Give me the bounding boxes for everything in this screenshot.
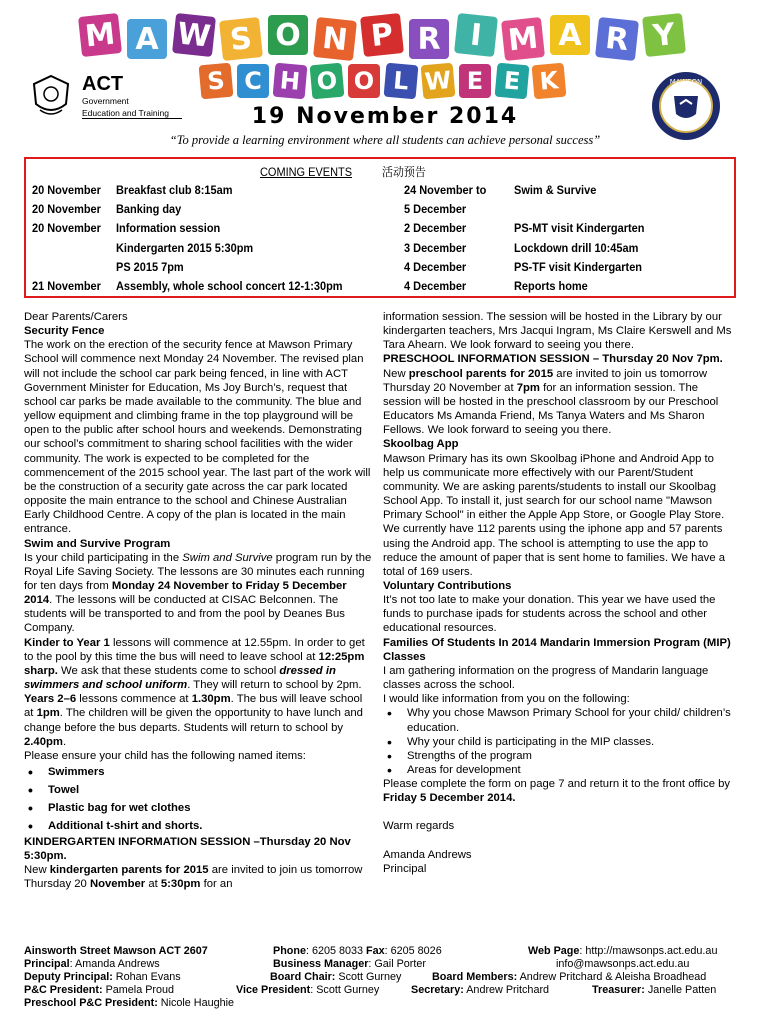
banner-letter: M <box>78 13 122 57</box>
act-logo-line1: Government <box>82 96 129 106</box>
kg-text-continued: information session. The session will be hosted in the Library by our kindergarten teachers, Mrs Jacqui Ingram, Ms Claire Kerswell and Ms Tara Ahearn. We look forward to seeing you there. <box>383 311 732 352</box>
security-text: The work on the erection of the security fence at Mawson Primary School will commence next Monday 24 November. The revised plan will not include the school car park being fenced, in line with ACT Government Minister for Education, Ms Joy Burch’s, request that school car parks be made available to the community. The blue and yellow equipment and climbing frame in the top playground will be open to the public after school hours and weekends. Demonstrating our school’s commitment to sharing school facilities with the wider community. The work is expected to be completed for the commencement of the 2015 school year. The last part of the work will be the construction of a security gate across the car park located opposite the main entrance to the school and Chinese Australian Early Childhood Centre. A copy of the plan is located in the main entrance. <box>24 339 371 536</box>
footer-treasurer: Treasurer: Janelle Patten <box>592 984 717 996</box>
salutation: Dear Parents/Carers <box>24 311 128 323</box>
banner-letter: S <box>199 63 234 100</box>
event-date: 2 December <box>404 221 467 236</box>
mip-list <box>383 706 735 777</box>
years-text: Years 2–6 lessons commence at 1.30pm. The bus will leave school at 1pm. The children will be given the opportunity to have lunch and change before the bus departs. Students will return to school by 2.40pm. <box>24 693 363 748</box>
event-date: 5 December <box>404 202 467 217</box>
ps-text: New preschool parents for 2015 are invited to join us tomorrow Thursday 20 November at 7pm for an information session. The session will be hosted in the preschool classroom by our Preschool Educators Ms Amanda Friend, Ms Tanya Waters and Ms Sharon Fellows. We look forward to seeing you there. <box>383 367 719 437</box>
mip-request: I would like information from you on the following: <box>383 693 630 706</box>
event-text: Assembly, whole school concert 12-1:30pm <box>116 279 343 293</box>
mip-close: Please complete the form on page 7 and return it to the front office by Friday 5 December 2014. <box>383 778 731 805</box>
right-column <box>383 310 735 876</box>
kg-heading: KINDERGARTEN INFORMATION SESSION –Thursday 20 Nov 5:30pm. <box>24 836 351 863</box>
banner-letter: Y <box>642 13 686 57</box>
footer-deputy: Deputy Principal: Rohan Evans <box>24 971 181 983</box>
list-item: • Additional t-shirt and shorts. <box>24 817 374 835</box>
event-date: 20 November <box>32 221 101 236</box>
school-motto: “To provide a learning environment where all students can achieve personal success” <box>169 133 601 147</box>
banner-letter: A <box>127 19 167 59</box>
kinder-text: Kinder to Year 1 lessons will commence at 12.55pm. In order to get to the pool by this time the bus will need to leave school at 12:25pm sharp. We ask that these students come to school dressed in swimmers and school uniform. They will return to school by 2pm. <box>24 636 365 692</box>
ps-heading: PRESCHOOL INFORMATION SESSION – Thursday 20 Nov 7pm. <box>383 353 723 366</box>
footer-web: Web Page: http://mawsonps.act.edu.au <box>528 945 718 957</box>
banner-letter: O <box>268 15 308 55</box>
voluntary-text: It’s not too late to make your donation. This year we have used the funds to purchase ipads for students across the school and other educational resources. <box>383 594 716 635</box>
signature-title: Principal <box>383 862 427 875</box>
footer-email: info@mawsonps.act.edu.au <box>556 958 690 970</box>
footer-secretary: Secretary: Andrew Pritchard <box>411 984 550 996</box>
list-item: • Swimmers <box>24 763 374 781</box>
skoolbag-heading: Skoolbag App <box>383 438 459 451</box>
banner-letter: O <box>310 63 345 100</box>
footer-preschool-pc: Preschool P&C President: Nicole Haughie <box>24 997 235 1009</box>
banner-letter: R <box>409 19 449 59</box>
list-item: • Plastic bag for wet clothes <box>24 799 374 817</box>
event-text: Swim & Survive <box>514 183 597 197</box>
school-badge-text: MAWSON <box>669 78 703 86</box>
event-text: PS-MT visit Kindergarten <box>514 221 645 236</box>
banner-letter: L <box>384 63 419 100</box>
banner-letter: H <box>273 63 308 100</box>
act-logo-title: ACT <box>82 73 124 95</box>
event-date: 4 December <box>404 259 467 274</box>
events-heading-chinese: 活动预告 <box>382 165 426 179</box>
mip-heading: Families Of Students In 2014 Mandarin Immersion Program (MIP) Classes <box>383 636 731 663</box>
act-logo-line2: Education and Training <box>82 108 169 118</box>
banner-letter: W <box>421 63 456 100</box>
event-date: 4 December <box>404 279 467 293</box>
banner-letter: W <box>172 13 216 57</box>
banner-letter: E <box>495 63 530 100</box>
footer-pc-president: P&C President: Pamela Proud <box>24 984 175 996</box>
skoolbag-text: Mawson Primary has its own Skoolbag iPhone and Android App to help us communicate more effectively with our Parent/Student community. We are asking parents/students to install our Skoolbag School App. To install it, just search for our school name "Mawson Primary School" in either the Apple App Store, or Google Play Store. We currently have 112 parents using the iphone app and 57 parents using the Android app. The school is attempting to use the app to reduce the amount of paper that is sent home to families. We have a total of 169 users. <box>383 452 726 578</box>
banner-letter: C <box>237 64 269 98</box>
list-item: • Areas for development <box>383 763 735 777</box>
event-text: PS 2015 7pm <box>116 259 184 274</box>
events-heading: COMING EVENTS <box>260 165 353 179</box>
footer-principal: Principal: Amanda Andrews <box>24 958 160 970</box>
banner-letter: O <box>348 64 380 98</box>
banner-letter: R <box>595 17 639 61</box>
banner-letter: P <box>360 13 404 57</box>
security-heading: Security Fence <box>24 325 105 338</box>
list-item: • Towel <box>24 781 374 799</box>
footer-board-members: Board Members: Andrew Pritchard & Aleisha Broadhead <box>432 971 707 983</box>
footer-vice-president: Vice President: Scott Gurney <box>236 984 380 996</box>
event-text: PS-TF visit Kindergarten <box>514 259 642 274</box>
list-item: • Why your child is participating in the MIP classes. <box>383 735 735 749</box>
left-column <box>24 310 374 892</box>
banner-letter: A <box>550 15 590 55</box>
regards: Warm regards <box>383 820 455 833</box>
event-text: Reports home <box>514 279 588 293</box>
banner-letter: N <box>313 17 357 61</box>
swim-heading: Swim and Survive Program <box>24 537 171 550</box>
newsletter-date: 19 November 2014 <box>251 104 519 129</box>
banner-letter: E <box>459 64 491 98</box>
event-text: Lockdown drill 10:45am <box>514 240 639 255</box>
banner-letter: I <box>454 13 498 57</box>
event-text: Breakfast club 8:15am <box>116 183 233 197</box>
footer-address: Ainsworth Street Mawson ACT 2607 <box>24 945 208 957</box>
footer-board-chair: Board Chair: Scott Gurney <box>270 971 402 983</box>
swim-text: Is your child participating in the Swim and Survive program run by the Royal Life Saving Society. The lessons are 30 minutes each running for ten days from Monday 24 November to Friday 5 December 2014. The lessons will be conducted at CISAC Belconnen. The students will be transported to and from the pool by Deanes Bus Company. <box>24 551 372 635</box>
signature-name: Amanda Andrews <box>383 848 472 861</box>
kg-text: New kindergarten parents for 2015 are invited to join us tomorrow Thursday 20 November at 5:30pm for an <box>24 864 363 891</box>
event-text: Information session <box>116 221 221 236</box>
footer-phone: Phone: 6205 8033 Fax: 6205 8026 <box>273 945 442 957</box>
banner-letter: M <box>501 17 545 61</box>
event-date: 21 November <box>32 279 101 293</box>
voluntary-heading: Voluntary Contributions <box>383 579 512 592</box>
event-text: Kindergarten 2015 5:30pm <box>116 240 254 255</box>
list-item: • Why you chose Mawson Primary School for your child/ children’s education. <box>383 706 735 734</box>
event-text: Banking day <box>116 202 182 217</box>
list-item: • Strengths of the program <box>383 749 735 763</box>
banner-letter: S <box>219 17 263 61</box>
event-date: 24 November to <box>404 183 487 197</box>
banner-letter: K <box>532 63 567 100</box>
event-date: 20 November <box>32 202 101 217</box>
event-date: 3 December <box>404 240 467 255</box>
items-list <box>24 763 374 835</box>
footer-business-manager: Business Manager: Gail Porter <box>273 958 427 970</box>
items-intro: Please ensure your child has the following named items: <box>24 749 306 762</box>
event-date: 20 November <box>32 183 101 197</box>
mip-text: I am gathering information on the progress of Mandarin language classes across the school. <box>383 664 709 692</box>
